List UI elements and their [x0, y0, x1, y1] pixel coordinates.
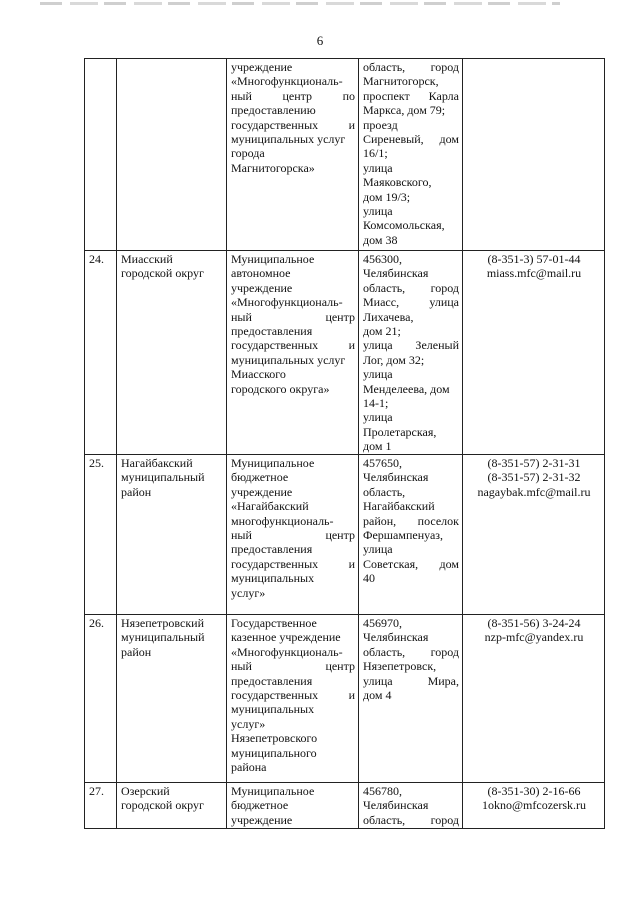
cell-line: область, город	[363, 280, 459, 295]
address-cell	[359, 783, 463, 829]
cell-line: Сиреневый, дом	[363, 132, 459, 147]
cell-line: муниципального	[231, 745, 317, 760]
row-number: 24.	[85, 251, 117, 455]
cell-line: Муниципальное	[231, 784, 315, 798]
cell-line: муниципальных	[231, 571, 315, 586]
cell-line: 16/1;	[363, 146, 388, 161]
cell-line: 456780,	[363, 784, 402, 798]
cell-line: государственных и	[231, 688, 355, 703]
contacts-cell	[463, 251, 605, 455]
cell-line: ный центр	[231, 528, 355, 543]
cell-line: дом 4	[363, 688, 392, 703]
cell-line: (8-351-57) 2-31-32	[487, 470, 581, 485]
municipality-cell	[117, 615, 227, 783]
cell-line: «Многофункциональ-	[231, 74, 343, 89]
address-cell	[359, 615, 463, 783]
cell-line: учреждение	[231, 812, 293, 827]
cell-line: Миасс, улица	[363, 295, 459, 310]
cell-line: Менделеева, дом	[363, 381, 450, 396]
cell-line: область, город	[363, 60, 459, 74]
cell-line: района	[231, 760, 267, 775]
cell-line: Нагайбакский	[363, 499, 435, 514]
table-row	[85, 251, 605, 455]
cell-line: Челябинская	[363, 266, 429, 281]
cell-line: городской округ	[121, 798, 204, 813]
address-cell	[359, 455, 463, 615]
cell-line: муниципальный	[121, 470, 205, 485]
cell-line: Советская, дом	[363, 556, 459, 571]
cell-line: Государственное	[231, 616, 317, 630]
cell-line: предоставления	[231, 542, 313, 557]
cell-line: Нагайбакский	[121, 456, 193, 470]
cell-line: Фершампенуаз,	[363, 528, 444, 543]
cell-line: Лог, дом 32;	[363, 352, 425, 367]
organization-cell	[227, 615, 359, 783]
cell-line: Маркса, дом 79;	[363, 103, 446, 118]
cell-line: услуг»	[231, 716, 266, 731]
mfc-table-body	[85, 59, 605, 829]
cell-line: города	[231, 146, 265, 161]
cell-line: городской округ	[121, 266, 204, 281]
cell-line: 456970,	[363, 616, 402, 630]
cell-line: Нязепетровский	[121, 616, 204, 630]
scan-header-strip	[0, 0, 640, 14]
cell-line: бюджетное	[231, 470, 289, 485]
cell-line: 40	[363, 571, 375, 586]
cell-line: предоставления	[231, 673, 313, 688]
cell-line: «Многофункциональ-	[231, 644, 343, 659]
page-number: 6	[316, 33, 324, 48]
cell-line: 14-1;	[363, 396, 389, 411]
cell-line: автономное	[231, 266, 291, 281]
cell-line: Муниципальное	[231, 252, 315, 266]
cell-line: улица	[363, 367, 393, 382]
contacts-cell	[463, 615, 605, 783]
cell-line: Миасского	[231, 367, 286, 382]
cell-line: улица Мира,	[363, 673, 459, 688]
contacts-cell	[463, 455, 605, 615]
cell-line: miass.mfc@mail.ru	[486, 266, 582, 281]
cell-line: ный центр по	[231, 88, 355, 103]
table-row	[85, 455, 605, 615]
contacts-cell	[463, 59, 605, 251]
cell-line: Магнитогорск,	[363, 74, 439, 89]
table-row	[85, 59, 605, 251]
mfc-table	[84, 58, 605, 829]
table-row	[85, 783, 605, 829]
cell-line: Маяковского,	[363, 175, 432, 190]
cell-line: область, город	[363, 644, 459, 659]
municipality-cell	[117, 251, 227, 455]
cell-line: бюджетное	[231, 798, 289, 813]
cell-line: Озерский	[121, 784, 170, 798]
cell-line: Нязепетровского	[231, 731, 318, 746]
cell-line: Миасский	[121, 252, 173, 266]
row-number: 26.	[85, 615, 117, 783]
cell-line: казенное учреждение	[231, 630, 341, 645]
organization-cell	[227, 455, 359, 615]
cell-line: городского округа»	[231, 381, 330, 396]
cell-line: муниципальных услуг	[231, 132, 346, 147]
cell-line: муниципальных	[231, 702, 315, 717]
cell-line: муниципальных услуг	[231, 352, 346, 367]
row-number: 25.	[85, 455, 117, 615]
municipality-cell	[117, 455, 227, 615]
cell-line: улица	[363, 542, 393, 557]
address-cell	[359, 251, 463, 455]
cell-line: дом 38	[363, 232, 398, 247]
cell-line: Лихачева,	[363, 309, 414, 324]
cell-line: 457650,	[363, 456, 402, 470]
cell-line: район, поселок	[363, 513, 459, 528]
cell-line: государственных и	[231, 338, 355, 353]
address-cell	[359, 59, 463, 251]
cell-line: дом 19/3;	[363, 189, 411, 204]
cell-line: 456300,	[363, 252, 402, 266]
cell-line: предоставлению	[231, 103, 316, 118]
cell-line: (8-351-56) 3-24-24	[487, 616, 581, 630]
cell-line: район	[121, 484, 152, 499]
cell-line: Комсомольская,	[363, 218, 445, 233]
cell-line: государственных и	[231, 556, 355, 571]
cell-line: учреждение	[231, 60, 293, 74]
municipality-cell	[117, 783, 227, 829]
table-row	[85, 615, 605, 783]
cell-line: улица Зеленый	[363, 338, 459, 353]
cell-line: «Многофункциональ-	[231, 295, 343, 310]
row-number: 27.	[85, 783, 117, 829]
cell-line: учреждение	[231, 280, 293, 295]
cell-line: «Нагайбакский	[231, 499, 309, 514]
cell-line: учреждение	[231, 484, 293, 499]
cell-line: (8-351-57) 2-31-31	[487, 456, 581, 470]
cell-line: Челябинская	[363, 470, 429, 485]
cell-line: многофункциональ-	[231, 513, 334, 528]
cell-line: nzp-mfc@yandex.ru	[484, 630, 584, 645]
cell-line: Челябинская	[363, 798, 429, 813]
municipality-cell	[117, 59, 227, 251]
cell-line: (8-351-3) 57-01-44	[487, 252, 581, 266]
contacts-cell	[463, 783, 605, 829]
cell-line: муниципальный	[121, 630, 205, 645]
cell-line: Муниципальное	[231, 456, 315, 470]
cell-line: nagaybak.mfc@mail.ru	[477, 484, 591, 499]
row-number	[85, 59, 117, 251]
organization-cell	[227, 59, 359, 251]
cell-line: дом 21;	[363, 324, 401, 339]
cell-line: 1okno@mfcozersk.ru	[481, 798, 587, 813]
cell-line: улица	[363, 204, 393, 219]
cell-line: район	[121, 644, 152, 659]
organization-cell	[227, 783, 359, 829]
cell-line: Пролетарская,	[363, 424, 437, 439]
cell-line: дом 1	[363, 439, 392, 454]
cell-line: предоставления	[231, 324, 313, 339]
cell-line: ный центр	[231, 309, 355, 324]
cell-line: область,	[363, 484, 406, 499]
cell-line: область, город	[363, 812, 459, 827]
cell-line: (8-351-30) 2-16-66	[487, 784, 581, 798]
cell-line: проспект Карла	[363, 88, 459, 103]
cell-line: Челябинская	[363, 630, 429, 645]
organization-cell	[227, 251, 359, 455]
cell-line: Нязепетровск,	[363, 659, 437, 674]
cell-line: услуг»	[231, 585, 266, 600]
cell-line: проезд	[363, 117, 398, 132]
cell-line: государственных и	[231, 117, 355, 132]
cell-line: улица	[363, 410, 393, 425]
cell-line: ный центр	[231, 659, 355, 674]
cell-line: Магнитогорска»	[231, 160, 315, 175]
cell-line: улица	[363, 160, 393, 175]
